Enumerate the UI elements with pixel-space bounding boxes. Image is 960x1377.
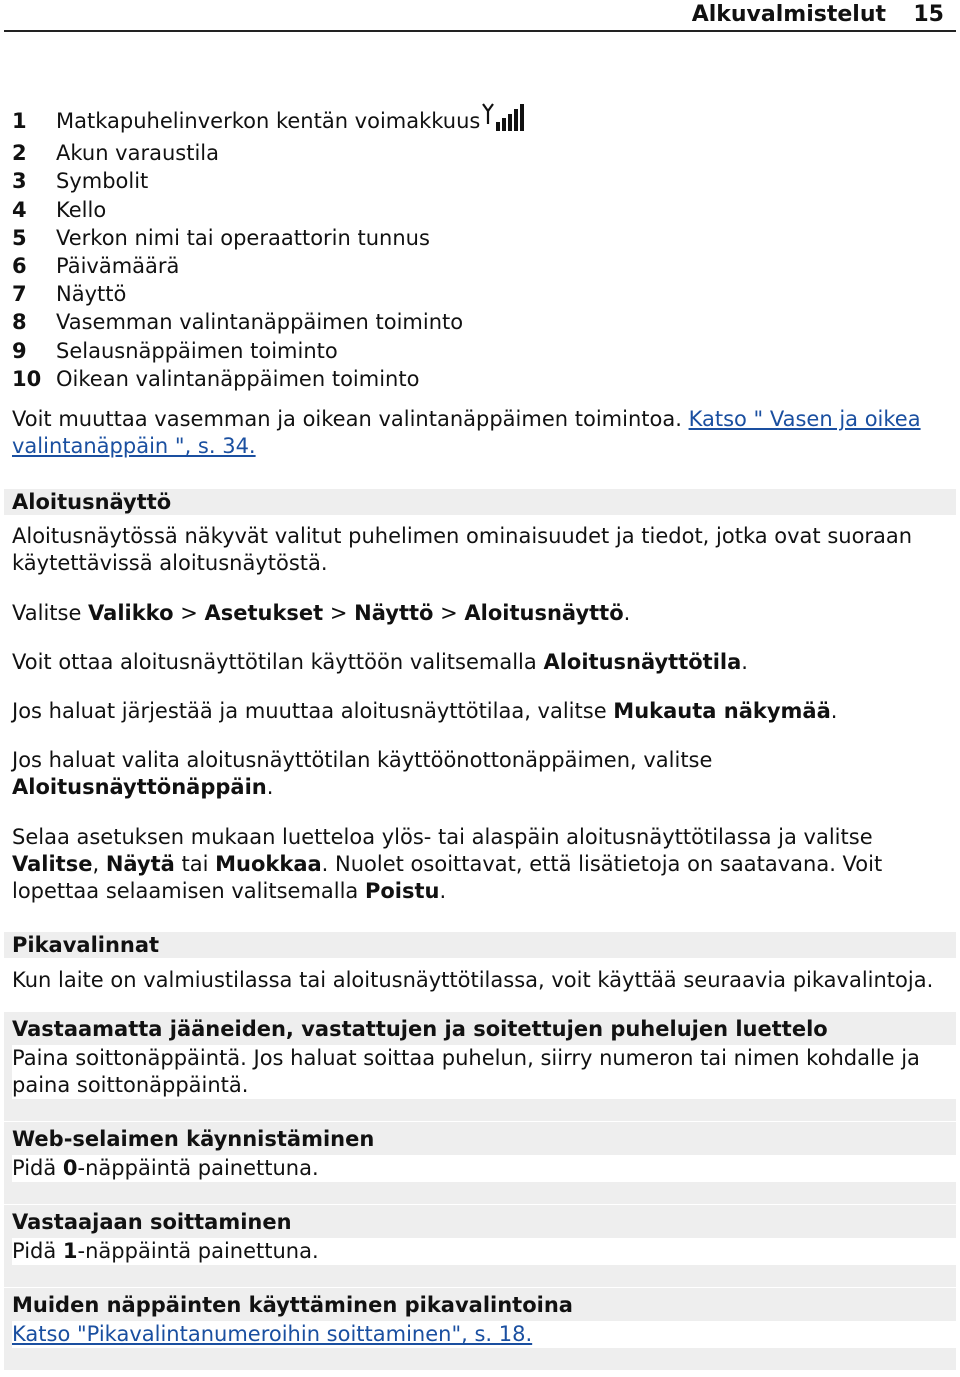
legend-text: Selausnäppäimen toiminto [56,338,338,363]
key-one: 1 [62,1239,78,1263]
legend-item [12,139,530,167]
shortcut-other-keys [4,1288,956,1370]
menu-path-valikko: Valikko [88,601,174,625]
section-heading-shortcuts: Pikavalinnat [4,932,956,958]
menu-path-aloitusnaytto: Aloitusnäyttö [464,601,624,625]
text-fragment: Valitse [12,601,89,625]
text-fragment: , [92,852,106,876]
text-fragment: . [741,650,748,674]
shortcut-heading: Web-selaimen käynnistäminen [12,1127,375,1151]
shortcut-description [12,1238,956,1265]
legend-number: 7 [12,282,27,307]
legend-text: Matkapuhelinverkon kentän voimakkuus [56,109,481,133]
home-screen-scroll-paragraph [12,824,946,905]
key-zero: 0 [62,1156,78,1180]
legend-number: 6 [12,254,27,279]
option-nayta: Näytä [105,852,175,876]
legend-item [12,365,530,393]
legend-number: 3 [12,169,27,194]
home-screen-customize-paragraph [12,698,946,725]
home-screen-enable-paragraph [12,649,946,676]
option-aloitusnayttonappain: Aloitusnäyttönäppäin [12,775,267,799]
speed-dial-link[interactable]: Katso "Pikavalintanumeroihin soittaminen", s. 18. [12,1322,533,1346]
shortcut-heading: Muiden näppäinten käyttäminen pikavalintoina [12,1293,573,1317]
legend-text: Päivämäärä [56,254,180,279]
legend-number: 1 [12,109,27,133]
legend-text: Kello [56,197,107,222]
home-screen-description: Aloitusnäytössä näkyvät valitut puhelimen ominaisuudet ja tiedot, jotka ovat suoraan käytettävissä aloitusnäytöstä. [12,524,913,575]
text-fragment: . Nuolet osoittavat, että lisätietoja on saatavana. Voit lopettaa selaamisen valitsemalla [12,852,883,903]
shortcut-heading: Vastaajaan soittaminen [12,1210,292,1234]
shortcut-heading: Vastaamatta jääneiden, vastattujen ja soitettujen puhelujen luettelo [12,1017,828,1041]
legend-item [12,308,530,336]
shortcut-voicemail [4,1205,956,1287]
legend-item [12,337,530,365]
callout-legend [12,102,530,393]
menu-path-naytto: Näyttö [354,601,434,625]
page-header [4,0,956,32]
option-muokkaa: Muokkaa [215,852,322,876]
shortcut-description [12,1155,956,1182]
text-fragment: . [830,699,838,723]
text-fragment: Jos haluat valita aloitusnäyttötilan käyttöönottonäppäimen, valitse [12,748,713,772]
text-fragment: Voit ottaa aloitusnäyttötilan käyttöön valitsemalla [12,650,544,674]
option-mukauta-nakymaa: Mukauta näkymää [613,699,831,723]
text-fragment: -näppäintä painettuna. [77,1239,319,1263]
legend-item [12,196,530,224]
legend-text: Akun varaustila [56,141,219,166]
shortcuts-intro: Kun laite on valmiustilassa tai aloitusnäyttötilassa, voit käyttää seuraavia pikavalintoja. [12,968,934,992]
text-fragment: tai [174,852,216,876]
option-poistu: Poistu [364,879,440,903]
text-fragment: > [433,601,465,625]
shortcut-description: Paina soittonäppäintä. Jos haluat soittaa puhelun, siirry numeron tai nimen kohdalle ja paina soittonäppäintä. [12,1045,956,1099]
text-fragment: Jos haluat järjestää ja muuttaa aloitusnäyttötilaa, valitse [12,699,614,723]
legend-number: 9 [12,338,27,363]
intro-paragraph [12,406,946,460]
text-fragment: . [623,601,631,625]
legend-number: 5 [12,225,27,250]
signal-strength-icon [482,102,530,139]
section-heading-home-screen: Aloitusnäyttö [4,489,956,515]
text-fragment: . [439,879,447,903]
legend-item [12,167,530,195]
text-fragment: Pidä [12,1156,63,1180]
text-fragment: Pidä [12,1239,63,1263]
legend-text: Symbolit [56,169,149,194]
intro-text: Voit muuttaa vasemman ja oikean valintanäppäimen toimintoa. [12,407,689,431]
intro-link[interactable]: Katso " Vasen ja oikea valintanäppäin ", s. 34. [12,407,921,458]
shortcut-web-browser [4,1122,956,1204]
text-fragment: . [266,775,274,799]
legend-text: Oikean valintanäppäimen toiminto [56,366,420,391]
page-number: 15 [913,2,944,27]
text-fragment: -näppäintä painettuna. [77,1156,319,1180]
menu-path-asetukset: Asetukset [204,601,324,625]
shortcut-description [12,1321,956,1348]
legend-number: 2 [12,141,27,166]
legend-text: Verkon nimi tai operaattorin tunnus [56,225,430,250]
chapter-title: Alkuvalmistelut [691,2,886,27]
text-fragment: > [173,601,205,625]
home-screen-menu-path [12,600,946,627]
legend-item [12,224,530,252]
legend-item [12,280,530,308]
option-valitse: Valitse [12,852,93,876]
text-fragment: > [323,601,355,625]
legend-item [12,252,530,280]
legend-number: 10 [12,366,42,391]
legend-item [12,102,530,139]
option-aloitusnayttotila: Aloitusnäyttötila [543,650,742,674]
legend-number: 4 [12,197,27,222]
legend-number: 8 [12,310,27,335]
home-screen-key-paragraph [12,747,946,801]
legend-text: Vasemman valintanäppäimen toiminto [56,310,464,335]
shortcut-call-log [4,1012,956,1121]
text-fragment: Selaa asetuksen mukaan luetteloa ylös- tai alaspäin aloitusnäyttötilassa ja valitse [12,825,873,849]
legend-text: Näyttö [56,282,127,307]
